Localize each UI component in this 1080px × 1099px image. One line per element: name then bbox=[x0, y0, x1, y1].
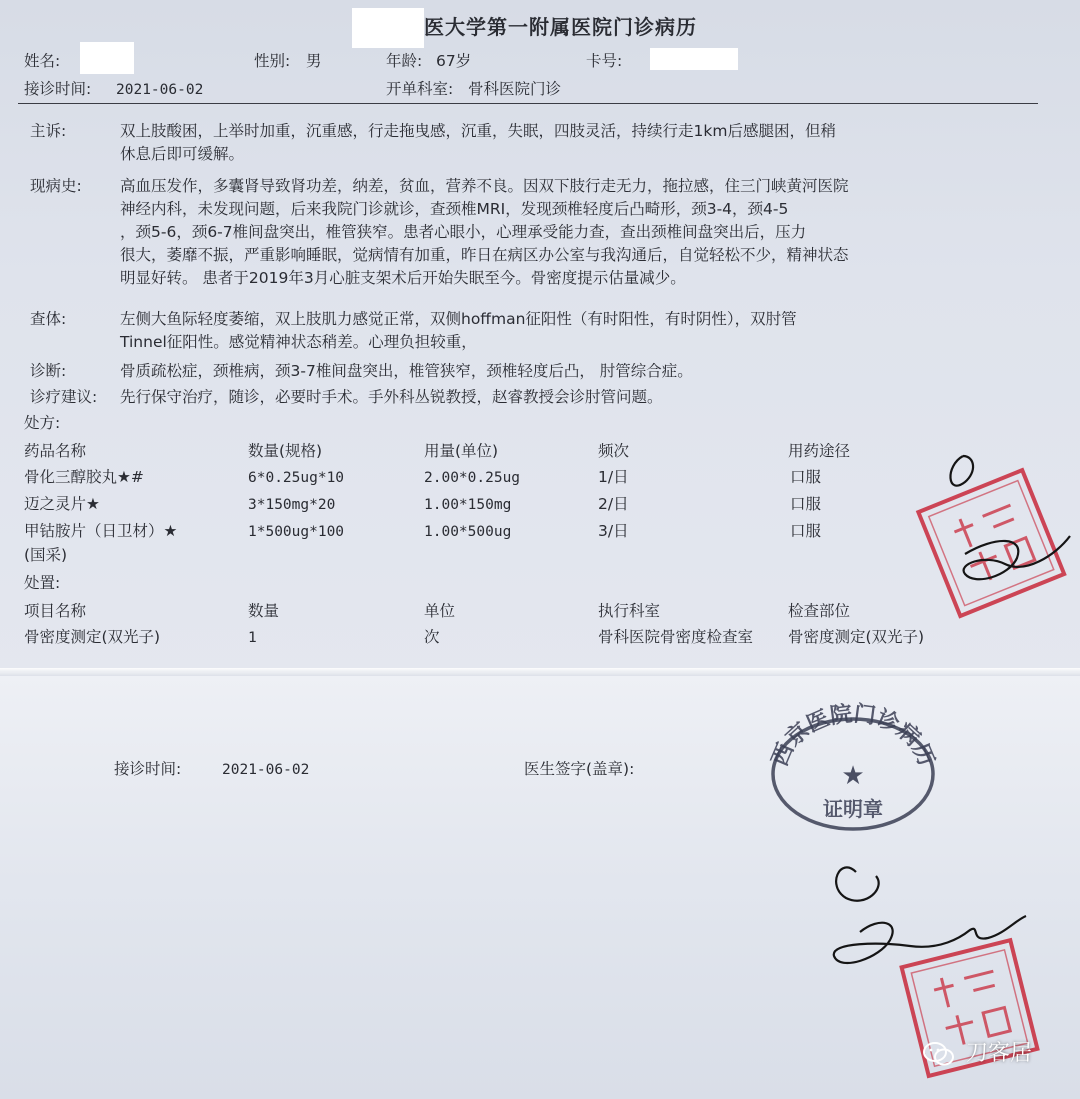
diagnosis-label: 诊断: bbox=[30, 362, 67, 380]
rx-row-1-name: 骨化三醇胶丸★# bbox=[24, 468, 144, 486]
disposal-header-qty: 数量 bbox=[248, 602, 280, 620]
seal-star-icon: ★ bbox=[841, 761, 865, 791]
history-line: 明显好转。 患者于2019年3月心脏支架术后开始失眠至今。骨密度提示估量减少。 bbox=[120, 269, 686, 287]
rx-header-route: 用药途径 bbox=[788, 442, 851, 460]
disposal-row-site: 骨密度测定(双光子) bbox=[788, 628, 925, 646]
disposal-row-dept: 骨科医院骨密度检查室 bbox=[598, 628, 754, 646]
exam-text bbox=[120, 308, 797, 354]
history-text bbox=[120, 175, 849, 290]
rx-header-name: 药品名称 bbox=[24, 442, 87, 460]
doctor-sign-label: 医生签字(盖章): bbox=[524, 760, 635, 778]
visit-time-label: 接诊时间: bbox=[24, 80, 92, 98]
rx-row-3-name: 甲钴胺片（日卫材）★ bbox=[24, 522, 178, 540]
footer-visit-time-label: 接诊时间: bbox=[114, 760, 182, 778]
rx-row-3-freq: 3/日 bbox=[598, 522, 629, 540]
disposal-row-name: 骨密度测定(双光子) bbox=[24, 628, 161, 646]
complaint-line: 休息后即可缓解。 bbox=[120, 145, 245, 163]
gender-label: 性别: bbox=[254, 52, 291, 70]
redaction-name bbox=[80, 42, 134, 74]
footer-visit-time-value: 2021-06-02 bbox=[222, 762, 310, 778]
card-label: 卡号: bbox=[586, 52, 623, 70]
disposal-row-unit: 次 bbox=[424, 628, 440, 646]
age-label: 年龄: bbox=[386, 52, 423, 70]
wechat-icon bbox=[922, 1040, 956, 1068]
rx-row-1-dose: 2.00*0.25ug bbox=[424, 470, 521, 486]
doctor-stamp-top bbox=[905, 436, 1080, 626]
rx-row-1-freq: 1/日 bbox=[598, 468, 629, 486]
complaint-label: 主诉: bbox=[30, 122, 67, 140]
redaction-hospital bbox=[352, 8, 424, 48]
dept-value: 骨科医院门诊 bbox=[468, 80, 562, 98]
visit-time-value: 2021-06-02 bbox=[116, 82, 204, 98]
name-label: 姓名: bbox=[24, 52, 61, 70]
disposal-header-unit: 单位 bbox=[424, 602, 456, 620]
watermark-text: 刀客居 bbox=[966, 1041, 1033, 1066]
disposal-header-site: 检查部位 bbox=[788, 602, 851, 620]
disposal-row-qty: 1 bbox=[248, 630, 257, 646]
exam-line: Tinnel征阳性。感觉精神状态稍差。心理负担较重， bbox=[120, 333, 477, 351]
header-divider bbox=[18, 103, 1038, 104]
history-label: 现病史: bbox=[30, 177, 82, 195]
diagnosis-value: 骨质疏松症，颈椎病，颈3-7椎间盘突出，椎管狭窄，颈椎轻度后凸， 肘管综合症。 bbox=[120, 362, 693, 380]
seal-bottom-text: 证明章 bbox=[823, 797, 883, 821]
advice-value: 先行保守治疗，随诊，必要时手术。手外科丛锐教授，赵睿教授会诊肘管问题。 bbox=[120, 388, 663, 406]
history-line: 高血压发作，多囊肾导致肾功差，纳差，贫血，营养不良。因双下肢行走无力，拖拉感，住三门峡黄河医院 bbox=[120, 177, 849, 195]
rx-row-3-qty: 1*500ug*100 bbox=[248, 524, 345, 540]
rx-row-1-qty: 6*0.25ug*10 bbox=[248, 470, 345, 486]
paper-fold bbox=[0, 668, 1080, 676]
hospital-seal bbox=[764, 700, 942, 832]
advice-label: 诊疗建议: bbox=[30, 388, 98, 406]
prescription-label: 处方: bbox=[24, 414, 61, 432]
rx-row-1-route: 口服 bbox=[790, 468, 822, 486]
gender-value: 男 bbox=[306, 52, 322, 70]
history-line: 很大，萎靡不振，严重影响睡眠，觉病情有加重，昨日在病区办公室与我沟通后，自觉轻松不少，精神状态 bbox=[120, 246, 849, 264]
seal-top-text: 西京医院门诊病历 bbox=[767, 701, 939, 770]
disposal-header-name: 项目名称 bbox=[24, 602, 87, 620]
rx-row-2-route: 口服 bbox=[790, 495, 822, 513]
exam-line: 左侧大鱼际轻度萎缩，双上肢肌力感觉正常，双侧hoffman征阳性（有时阳性，有时阴性），双肘管 bbox=[120, 310, 797, 328]
disposal-header-dept: 执行科室 bbox=[598, 602, 661, 620]
history-line: 神经内科，未发现问题，后来我院门诊就诊，查颈椎MRI，发现颈椎轻度后凸畸形，颈3-4，颈4-5 bbox=[120, 200, 789, 218]
dept-label: 开单科室: bbox=[386, 80, 454, 98]
svg-text:西京医院门诊病历 bbox=[768, 701, 939, 770]
rx-row-3-dose: 1.00*500ug bbox=[424, 524, 512, 540]
redaction-card bbox=[650, 48, 738, 70]
rx-row-2-qty: 3*150mg*20 bbox=[248, 497, 336, 513]
rx-row-3-route: 口服 bbox=[790, 522, 822, 540]
age-value: 67岁 bbox=[436, 52, 472, 70]
rx-row-2-name: 迈之灵片★ bbox=[24, 495, 100, 513]
rx-header-qty: 数量(规格) bbox=[248, 442, 323, 460]
complaint-line: 双上肢酸困，上举时加重，沉重感，行走拖曳感，沉重，失眠，四肢灵活，持续行走1km后感腿困，但稍 bbox=[120, 122, 836, 140]
rx-row-3-name-suffix: (国采) bbox=[24, 546, 68, 564]
exam-label: 查体: bbox=[30, 310, 67, 328]
rx-row-2-freq: 2/日 bbox=[598, 495, 629, 513]
rx-header-freq: 频次 bbox=[598, 442, 630, 460]
rx-row-2-dose: 1.00*150mg bbox=[424, 497, 512, 513]
history-line: ，颈5-6，颈6-7椎间盘突出，椎管狭窄。患者心眼小，心理承受能力查，查出颈椎间盘突出后，压力 bbox=[120, 223, 807, 241]
record-title: 医大学第一附属医院门诊病历 bbox=[424, 15, 697, 39]
rx-header-dose: 用量(单位) bbox=[424, 442, 499, 460]
complaint-text bbox=[120, 120, 836, 166]
disposal-label: 处置: bbox=[24, 574, 61, 592]
